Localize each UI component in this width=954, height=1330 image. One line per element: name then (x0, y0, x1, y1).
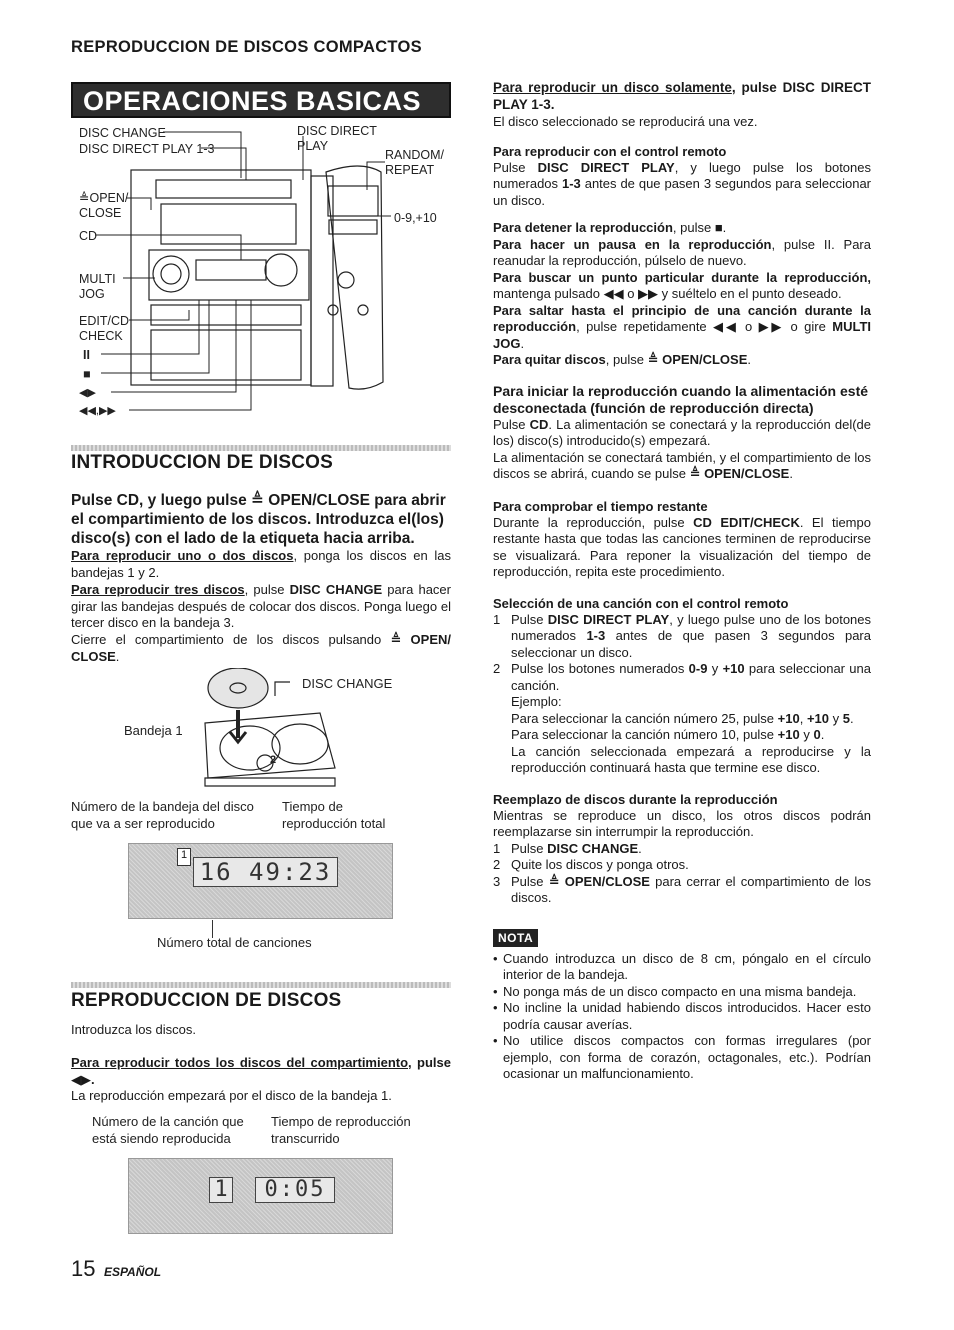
replace-step-2: 2 Quite los discos y ponga otros. (493, 857, 689, 872)
pause-text: Para hacer un pausa en la reproducción, pulse II. Para reanudar la reproducción, púlselo de nuevo. (493, 236, 871, 268)
label-skip: ◀◀,▶▶ (79, 405, 116, 417)
intro-title: INTRODUCCION DE DISCOS (71, 452, 333, 473)
select-step-1: 1 Pulse DISC DIRECT PLAY, y luego pulse uno de los botones numerados 1-3 antes de que pasen 3 segundos para seleccionar un disco. (493, 611, 872, 660)
label-multi-jog: MULTI JOG (79, 272, 116, 301)
page-footer (71, 1256, 161, 1282)
label-play: ◀▶ (79, 387, 96, 399)
divider-intro (71, 445, 451, 451)
lcd-tray-box: 1 (177, 848, 191, 866)
note-item: • No ponga más de un disco compacto en una misma bandeja. (493, 984, 871, 1001)
label-random-repeat: RANDOM/ REPEAT (385, 148, 445, 177)
replace-step-1: 1 Pulse DISC CHANGE. (493, 840, 642, 856)
banner-title: OPERACIONES BASICAS (83, 86, 422, 116)
label-num-keys: 0-9,+10 (394, 211, 437, 225)
tray-bandeja-label: Bandeja 1 (124, 723, 183, 738)
elapsed-time-caption: Tiempo de reproducción transcurrido (271, 1114, 411, 1146)
direct-play-heading: Para iniciar la reproducción cuando la alimentación esté desconectada (función de reproducción directa) (493, 382, 869, 416)
remove-text: Para quitar discos, pulse ≜ OPEN/CLOSE. (493, 352, 752, 367)
total-tracks-caption: Número total de canciones (157, 935, 312, 950)
intro-paragraph-3: Cierre el compartimiento de los discos pulsando ≜ OPEN/ CLOSE. (71, 632, 451, 664)
total-time-caption: Tiempo de reproducción total (282, 799, 386, 831)
stereo-diagram (71, 120, 456, 420)
time-text: Durante la reproducción, pulse CD EDIT/CHECK. El tiempo restante hasta que todas las canciones terminen de reproducirse se visualizará. Para reponer la visualización del tiempo de reproducción, repita este procedimiento. (493, 514, 871, 579)
right-column (493, 80, 871, 1083)
select-heading: Selección de una canción con el control remoto (493, 595, 789, 611)
remote-heading: Para reproducir con el control remoto (493, 143, 727, 159)
note-badge: NOTA (493, 929, 538, 947)
label-cd: CD (79, 229, 98, 243)
direct-play-text-2: La alimentación se conectará también, y el compartimiento de los discos se abrirá, cuando se pulse ≜ OPEN/CLOSE. (493, 449, 871, 481)
skip-text: Para saltar hasta el principio de una canción durante la reproducción, pulse repetidamente ◀◀ o ▶▶ o gire MULTI JOG. (493, 302, 871, 351)
remote-text: Pulse DISC DIRECT PLAY, y luego pulse los botones numerados 1-3 antes de que pasen 3 segundos para seleccionar un disco. (493, 159, 872, 208)
tray-number-caption: Número de la bandeja del disco que va a ser reproducido (71, 799, 254, 831)
label-disc-direct-play: DISC DIRECT PLAY (297, 124, 377, 153)
lcd-display-total (128, 843, 393, 919)
note-item: • No incline la unidad habiendo discos introducidos. Hacer esto podría causar averías. (493, 1000, 871, 1033)
select-step-2: 2 Pulse los botones numerados 0-9 y +10 para seleccionar una canción. Ejemplo: Para seleccionar la canción número 25, pulse +10, +10 y 5. Para seleccionar la canción número 10, pulse +10 y 0. La canción seleccionada empezará a reproducirse y la reproducción continuará hasta que termine ese disco. (493, 661, 871, 775)
example-1: Para seleccionar la canción número 25, pulse +10, +10 y 5. (511, 710, 854, 726)
page-number: 15 (71, 1256, 96, 1281)
label-open-close: ≜OPEN/ CLOSE (79, 191, 129, 220)
divider-repro (71, 982, 451, 988)
example-label: Ejemplo: (511, 694, 562, 709)
intro-paragraph-2: Para reproducir tres discos, pulse DISC CHANGE para hacer girar las bandejas después de colocar dos discos. Ponga luego el tercer disco en la bandeja 3. (71, 582, 451, 630)
label-edit-check: EDIT/CD CHECK (79, 314, 129, 343)
intro-lead: Pulse CD, y luego pulse ≜ OPEN/CLOSE para abrir el compartimiento de los discos. Introduzca el(los) disco(s) con el lado de la etiqueta hacia arriba. (71, 492, 446, 547)
one-disc-text: El disco seleccionado se reproducirá una vez. (493, 114, 758, 129)
track-number-caption: Número de la canción que está siendo reproducida (92, 1114, 244, 1146)
stop-text: Para detener la reproducción, pulse ■. (493, 220, 727, 235)
page-header: REPRODUCCION DE DISCOS COMPACTOS (71, 38, 422, 56)
label-stop: ■ (83, 367, 91, 381)
repro-subheading: Para reproducir todos los discos del compartimiento, pulse ◀▶. (71, 1055, 451, 1087)
example-2: Para seleccionar la canción número 10, pulse +10 y 0. (511, 727, 825, 742)
lcd-total-readout: 16 49:23 (193, 857, 338, 887)
label-disc-direct-play-13: DISC DIRECT PLAY 1-3 (79, 142, 215, 156)
lcd-elapsed-readout: 0:05 (255, 1177, 335, 1203)
tray-illustration (120, 668, 410, 788)
note-item: • Cuando introduzca un disco de 8 cm, póngalo en el círculo interior de la bandeja. (493, 951, 871, 984)
replace-heading: Reemplazo de discos durante la reproducción (493, 791, 778, 807)
repro-title: REPRODUCCION DE DISCOS (71, 990, 342, 1011)
intro-paragraph-1: Para reproducir uno o dos discos, ponga los discos en las bandejas 1 y 2. (71, 548, 451, 580)
notes-list (493, 951, 871, 1083)
stereo-drawing (71, 120, 456, 420)
section-banner (71, 82, 451, 118)
search-text: Para buscar un punto particular durante la reproducción, mantenga pulsado ◀◀ o ▶▶ y suéltelo en el punto deseado. (493, 269, 871, 301)
note-item: • No utilice discos compactos con formas irregulares (por ejemplo, con forma de corazón, octagonales, etc.). Podrían ocasionar un malfuncionamiento. (493, 1033, 871, 1083)
page-language: ESPAÑOL (103, 1265, 162, 1279)
replace-text: Mientras se reproduce un disco, los otros discos podrán reemplazarse sin interrumpir la reproducción. (493, 807, 871, 839)
direct-play-text-1: Pulse CD. La alimentación se conectará y la reproducción del(de los) disco(s) introducido(s) empezará. (493, 416, 871, 448)
lcd-track-readout: 1 (209, 1177, 233, 1203)
label-pause: II (83, 348, 90, 362)
example-result: La canción seleccionada empezará a reproducirse y la reproducción continuará hasta que termine ese disco. (511, 743, 871, 775)
one-disc-heading: Para reproducir un disco solamente, pulse DISC DIRECT PLAY 1-3. (493, 80, 871, 112)
repro-paragraph-2: La reproducción empezará por el disco de la bandeja 1. (71, 1088, 392, 1103)
label-disc-change: DISC CHANGE (79, 126, 166, 140)
time-heading: Para comprobar el tiempo restante (493, 498, 708, 514)
repro-paragraph-1: Introduzca los discos. (71, 1022, 197, 1037)
tray-number: 2 (270, 754, 277, 766)
tray-disc-change-label: DISC CHANGE (302, 676, 393, 691)
lcd-display-elapsed (128, 1158, 393, 1234)
replace-step-3: 3 Pulse ≜ OPEN/CLOSE para cerrar el compartimiento de los discos. (493, 873, 871, 905)
